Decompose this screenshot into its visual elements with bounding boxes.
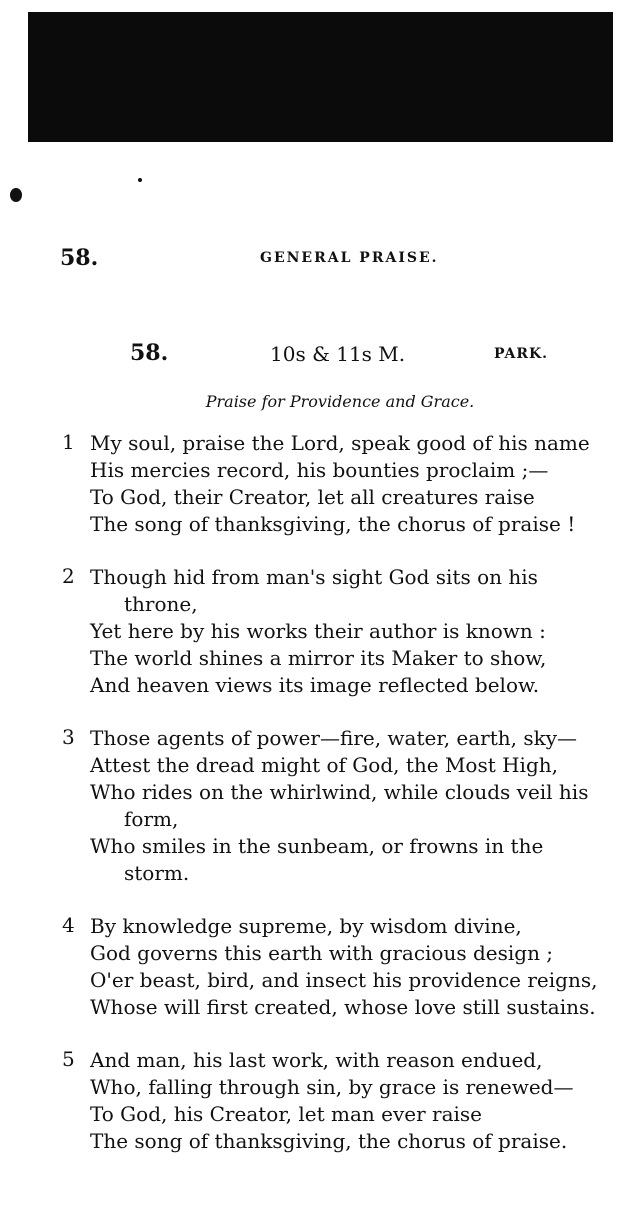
verse-line: Those agents of power—fire, water, earth, sky—: [90, 726, 578, 750]
verse-line: Who smiles in the sunbeam, or frowns in the: [90, 834, 544, 858]
verse-line: And heaven views its image reflected below.: [90, 673, 540, 697]
hymn-meter: 10s & 11s M.: [270, 342, 406, 366]
running-title: GENERAL PRAISE.: [260, 250, 439, 266]
hymn-tune: PARK.: [494, 346, 549, 362]
ink-blot: [10, 188, 22, 202]
verse-line: Who rides on the whirlwind, while clouds veil his: [90, 780, 589, 804]
verse-line: My soul, praise the Lord, speak good of his name: [90, 431, 590, 455]
verse-line-continuation: form,: [124, 807, 179, 831]
verse: [62, 430, 640, 538]
ink-speck: [138, 178, 142, 182]
verse-line: Though hid from man's sight God sits on his: [90, 565, 538, 589]
verse-line-continuation: storm.: [124, 861, 190, 885]
verse-line: The song of thanksgiving, the chorus of praise !: [90, 512, 576, 536]
verse: [62, 1047, 640, 1155]
verse: [62, 725, 640, 887]
hymn-number: 58.: [130, 340, 169, 366]
running-head: [60, 245, 620, 275]
verse-line: Who, falling through sin, by grace is renewed—: [90, 1075, 574, 1099]
verse-number: 1: [62, 430, 75, 454]
verse-number: 3: [62, 725, 75, 749]
verse: [62, 913, 640, 1021]
verse-line: To God, their Creator, let all creatures raise: [90, 485, 535, 509]
verse-line: God governs this earth with gracious design ;: [90, 941, 554, 965]
verse-line: By knowledge supreme, by wisdom divine,: [90, 914, 522, 938]
hymn-header: [130, 340, 630, 370]
verses: [62, 430, 640, 1181]
verse-line: Attest the dread might of God, the Most High,: [90, 753, 558, 777]
verse-line: Whose will first created, whose love still sustains.: [90, 995, 596, 1019]
verse-line: O'er beast, bird, and insect his providence reigns,: [90, 968, 598, 992]
verse-number: 2: [62, 564, 75, 588]
redacted-header-block: [28, 12, 613, 142]
verse-line: The song of thanksgiving, the chorus of praise.: [90, 1129, 568, 1153]
verse-number: 4: [62, 913, 75, 937]
verse-line: The world shines a mirror its Maker to show,: [90, 646, 547, 670]
verse: [62, 564, 640, 699]
verse-line: His mercies record, his bounties proclaim ;—: [90, 458, 549, 482]
hymn-subtitle: Praise for Providence and Grace.: [205, 392, 475, 411]
verse-line: And man, his last work, with reason endued,: [90, 1048, 543, 1072]
verse-number: 5: [62, 1047, 75, 1071]
verse-line: To God, his Creator, let man ever raise: [90, 1102, 483, 1126]
page-number: 58.: [60, 245, 99, 271]
verse-line-continuation: throne,: [124, 592, 198, 616]
verse-line: Yet here by his works their author is known :: [90, 619, 546, 643]
